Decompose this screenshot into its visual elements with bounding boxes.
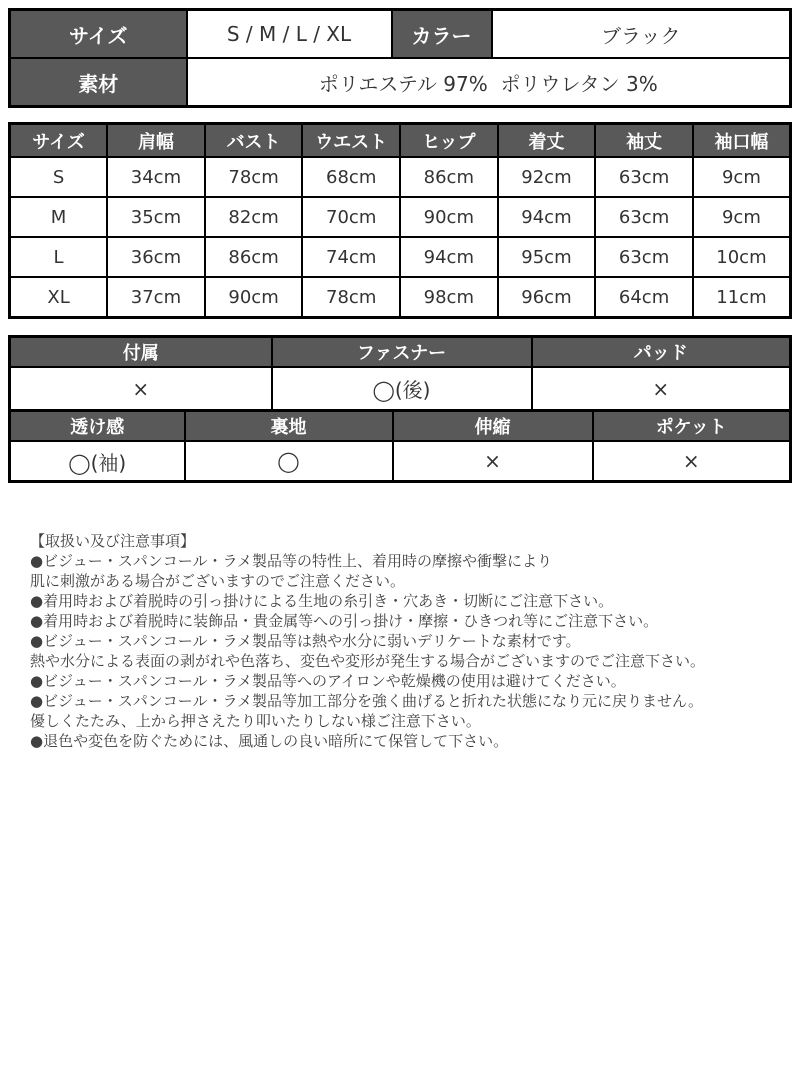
features2-header-row <box>10 411 791 442</box>
notes-title: 【取扱い及び注意事項】 <box>30 532 196 550</box>
spec-table <box>8 8 792 108</box>
material-label-cell: 素材 <box>10 58 187 107</box>
notes-line: ●ビジュー・スパンコール・ラメ製品等は熱や水分に弱いデリケートな素材です。 <box>30 632 581 650</box>
cell: 70cm <box>302 197 400 237</box>
cell: 96cm <box>498 277 596 318</box>
value-sheerness: ◯(袖) <box>10 441 185 482</box>
cell: 64cm <box>595 277 693 318</box>
header-pocket: ポケット <box>593 411 791 442</box>
cell: 74cm <box>302 237 400 277</box>
size-label-cell: サイズ <box>10 10 187 59</box>
notes-line: ●ビジュー・スパンコール・ラメ製品等加工部分を強く曲げると折れた状態になり元に戻りません。 <box>30 692 703 710</box>
notes-line: ●ビジュー・スパンコール・ラメ製品等へのアイロンや乾燥機の使用は避けてください。 <box>30 672 626 690</box>
value-stretch: × <box>393 441 593 482</box>
cell: 35cm <box>107 197 205 237</box>
features-table-2 <box>8 409 792 483</box>
header-pad: パッド <box>532 337 791 368</box>
measurements-header-row <box>10 124 791 158</box>
header-fastener: ファスナー <box>272 337 532 368</box>
header-lining: 裏地 <box>185 411 393 442</box>
col-header-size: サイズ <box>10 124 108 158</box>
cell: 9cm <box>693 157 791 197</box>
measurements-table <box>8 122 792 319</box>
handling-notes <box>30 531 792 751</box>
spec-row-size-color <box>10 10 791 59</box>
cell: 82cm <box>205 197 303 237</box>
value-pocket: × <box>593 441 791 482</box>
header-stretch: 伸縮 <box>393 411 593 442</box>
cell: 98cm <box>400 277 498 318</box>
table-row-l <box>10 237 791 277</box>
cell: 78cm <box>302 277 400 318</box>
features2-value-row <box>10 441 791 482</box>
cell: 36cm <box>107 237 205 277</box>
notes-line: ●着用時および着脱時の引っ掛けによる生地の糸引き・穴あき・切断にご注意下さい。 <box>30 592 614 610</box>
notes-line: ●退色や変色を防ぐためには、風通しの良い暗所にて保管して下さい。 <box>30 732 509 750</box>
cell: 94cm <box>400 237 498 277</box>
header-sheerness: 透け感 <box>10 411 185 442</box>
size-value-cell: S / M / L / XL <box>187 10 392 59</box>
cell: 95cm <box>498 237 596 277</box>
cell: 11cm <box>693 277 791 318</box>
notes-line: 熱や水分による表面の剥がれや色落ち、変色や変形が発生する場合がございますのでご注意下さい。 <box>30 652 706 670</box>
cell: 10cm <box>693 237 791 277</box>
features-table-1 <box>8 335 792 412</box>
notes-line: ●着用時および着脱時に装飾品・貴金属等への引っ掛け・摩擦・ひきつれ等にご注意下さい。 <box>30 612 659 630</box>
col-header-cuff: 袖口幅 <box>693 124 791 158</box>
cell: 37cm <box>107 277 205 318</box>
cell: S <box>10 157 108 197</box>
cell: 78cm <box>205 157 303 197</box>
spec-row-material <box>10 58 791 107</box>
features1-value-row <box>10 367 791 411</box>
cell: 63cm <box>595 237 693 277</box>
col-header-hip: ヒップ <box>400 124 498 158</box>
cell: 86cm <box>205 237 303 277</box>
table-row-xl <box>10 277 791 318</box>
value-accessories: × <box>10 367 272 411</box>
cell: 9cm <box>693 197 791 237</box>
table-row-s <box>10 157 791 197</box>
cell: 92cm <box>498 157 596 197</box>
cell: 63cm <box>595 197 693 237</box>
cell: 34cm <box>107 157 205 197</box>
header-accessories: 付属 <box>10 337 272 368</box>
features1-header-row <box>10 337 791 368</box>
notes-line: 優しくたたみ、上から押さえたり叩いたりしない様ご注意下さい。 <box>30 712 481 730</box>
value-pad: × <box>532 367 791 411</box>
cell: M <box>10 197 108 237</box>
cell: 94cm <box>498 197 596 237</box>
col-header-bust: バスト <box>205 124 303 158</box>
color-value-cell: ブラック <box>492 10 791 59</box>
cell: 90cm <box>205 277 303 318</box>
col-header-shoulder: 肩幅 <box>107 124 205 158</box>
value-lining: ◯ <box>185 441 393 482</box>
cell: L <box>10 237 108 277</box>
col-header-sleeve: 袖丈 <box>595 124 693 158</box>
cell: XL <box>10 277 108 318</box>
table-row-m <box>10 197 791 237</box>
cell: 68cm <box>302 157 400 197</box>
color-label-cell: カラー <box>392 10 492 59</box>
cell: 90cm <box>400 197 498 237</box>
cell: 63cm <box>595 157 693 197</box>
cell: 86cm <box>400 157 498 197</box>
col-header-length: 着丈 <box>498 124 596 158</box>
material-value-cell: ポリエステル 97% ポリウレタン 3% <box>187 58 791 107</box>
notes-line: 肌に刺激がある場合がございますのでご注意ください。 <box>30 572 406 590</box>
value-fastener: ◯(後) <box>272 367 532 411</box>
notes-line: ●ビジュー・スパンコール・ラメ製品等の特性上、着用時の摩擦や衝撃により <box>30 552 553 570</box>
col-header-waist: ウエスト <box>302 124 400 158</box>
